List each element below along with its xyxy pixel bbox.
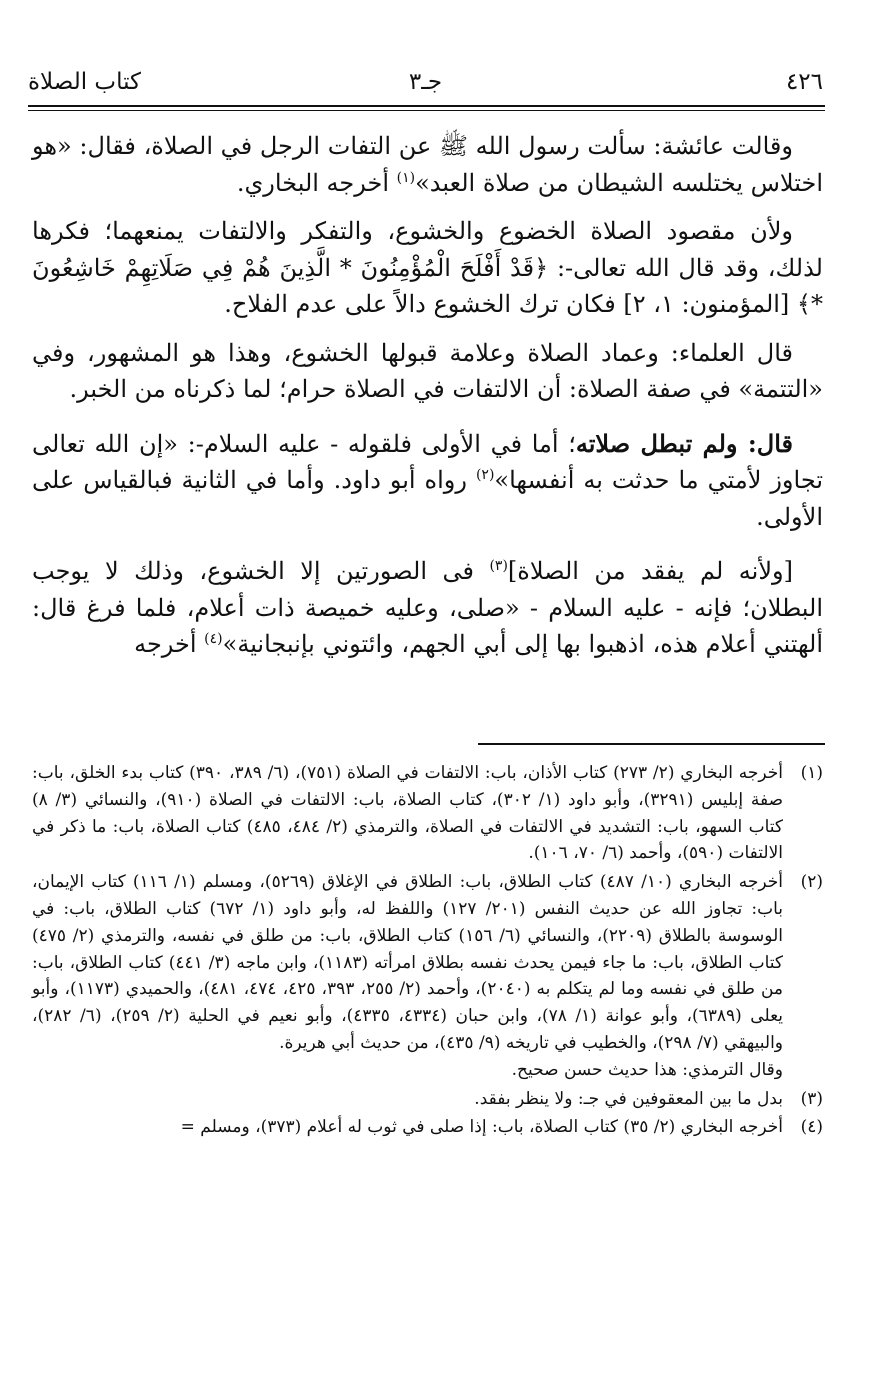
page-number: ٤٢٦ bbox=[785, 69, 823, 95]
footnote-4 bbox=[32, 1114, 823, 1141]
footnote-separator bbox=[478, 743, 825, 745]
footnote-text: وقال الترمذي: هذا حديث حسن صحيح. bbox=[511, 1059, 783, 1080]
footnote-ref-3: (٣) bbox=[489, 558, 508, 574]
paragraph-no-invalidation: قال: ولم تبطل صلاته؛ أما في الأولى فلقوله - عليه السلام-: «إن الله تعالى تجاوز لأمتي ما حدثت به أنفسها»$^{(٢)}$ رواه أبو داود. وأما في الثانية فبالقياس على الأولى. bbox=[32, 428, 824, 531]
matn-label: قال: ولم تبطل صلاته bbox=[575, 428, 793, 458]
footnote-text: بدل ما بين المعقوفين في جـ: ولا ينظر بفقد. bbox=[474, 1088, 783, 1109]
page-header bbox=[28, 62, 823, 102]
paragraph-ulama: قال العلماء: وعماد الصلاة وعلامة قبولها الخشوع، وهذا هو المشهور، وفي «التتمة» في صفة الصلاة: أن الالتفات في الصلاة حرام؛ لما ذكرناه من الخبر. bbox=[32, 338, 823, 403]
paragraph-aisha: وقالت عائشة: سألت رسول الله ﷺ عن التفات الرجل في الصلاة، فقال: «هو اختلاس يختلسه الشيطان من صلاة العبد»$^{(١)}$ أخرجه البخاري. bbox=[32, 132, 823, 197]
footnote-ref-4: (٤) bbox=[204, 631, 223, 647]
footnote-1 bbox=[32, 760, 823, 867]
book-title: كتاب الصلاة bbox=[28, 69, 141, 95]
header-rule bbox=[28, 105, 825, 107]
main-text bbox=[32, 128, 823, 675]
footnote-3 bbox=[32, 1086, 823, 1113]
footnote-text: أخرجه البخاري (٢/ ٣٥) كتاب الصلاة، باب: إذا صلى في ثوب له أعلام (٣٧٣)، ومسلم = bbox=[180, 1117, 783, 1138]
paragraph-khushu: ولأن مقصود الصلاة الخضوع والخشوع، والتفكر والالتفات يمنعهما؛ فكرها لذلك، وقد قال الله تعالى-: ﴿قَدْ أَفْلَحَ الْمُؤْمِنُونَ * الَّذِينَ هُمْ فِي صَلَاتِهِمْ خَاشِعُونَ *﴾ [المؤمنون: ١، ٢] فكان ترك الخشوع دالاً على عدم الفلاح. bbox=[32, 217, 823, 318]
footnote-number: (١) bbox=[800, 763, 823, 783]
footnote-number: (٤) bbox=[800, 1117, 823, 1138]
footnote-ref-2: (٢) bbox=[475, 467, 495, 483]
footnote-2 bbox=[32, 869, 823, 1083]
paragraph-khamisa: [ولأنه لم يفقد من الصلاة]$^{(٣)}$ فى الصورتين إلا الخشوع، وذلك لا يوجب البطلان؛ فإنه - عليه السلام - «صلى، وعليه خميصة ذات أعلام، فلما فرغ قال: ألهتني أعلام هذه، اذهبوا بها إلى أبي الجهم، وائتوني بإنبجانية»$^{(٤)}$ أخرجه bbox=[32, 557, 823, 658]
footnote-number: (٢) bbox=[800, 872, 823, 893]
footnote-text: أخرجه البخاري (١٠/ ٤٨٧) كتاب الطلاق، باب: الطلاق في الإغلاق (٥٢٦٩)، ومسلم (١/ ١١٦) كتاب الإيمان، باب: تجاوز الله عن حديث النفس (٢٠١/ ١٢٧) واللفظ له، وأبو داود (١/ ٦٧٢) كتاب الطلاق، باب: في الوسوسة بالطلاق (٢٢٠٩)، والنسائي (٦/ ١٥٦) كتاب الطلاق، باب: من طلق في نفسه، والترمذي (٢/ ٤٧٥) كتاب الطلاق، باب: ما جاء فيمن يحدث نفسه بطلاق امرأته (١١٨٣)، وابن ماجه (٣/ ٤٤١) كتاب الطلاق، باب: من طلق في نفسه وما لم يتكلم به (٢٠٤٠)، وأحمد (٢/ ٢٥٥، ٣٩٣، ٤٢٥، ٤٧٤، ٤٨١)، والحميدي (١١٧٣)، وأبو يعلى (٦٣٨٩)، وأبو عوانة (١/ ٧٨)، وابن حبان (٤٣٣٤، ٤٣٣٥)، وأبو نعيم في الحلية (٢/ ٢٥٩)، (٦/ ٢٨٢)، والبيهقي (٧/ ٢٩٨)، والخطيب في تاريخه (٩/ ٤٣٥)، من حديث أبي هريرة. bbox=[32, 872, 784, 1053]
header-rule-thin bbox=[28, 110, 825, 111]
footnote-number: (٣) bbox=[800, 1088, 823, 1109]
volume-label: جـ٣ bbox=[408, 69, 443, 95]
footnote-text: أخرجه البخاري (٢/ ٢٧٣) كتاب الأذان، باب: الالتفات في الصلاة (٧٥١)، (٦/ ٣٨٩، ٣٩٠) كتاب بدء الخلق، باب: صفة إبليس (٣٢٩١)، وأبو داود (١/ ٣٠٢)، كتاب الصلاة، باب: الالتفات في الصلاة (٩١٠)، والنسائي (٣/ ٨) كتاب السهو، باب: التشديد في الالتفات في الصلاة، والترمذي (٢/ ٤٨٤، ٤٨٥) كتاب الصلاة، باب: ما ذكر في الالتفات (٥٩٠)، وأحمد (٦/ ٧٠، ١٠٦). bbox=[32, 763, 784, 864]
footnotes bbox=[32, 760, 823, 1143]
footnote-ref-1: (١) bbox=[396, 169, 416, 186]
